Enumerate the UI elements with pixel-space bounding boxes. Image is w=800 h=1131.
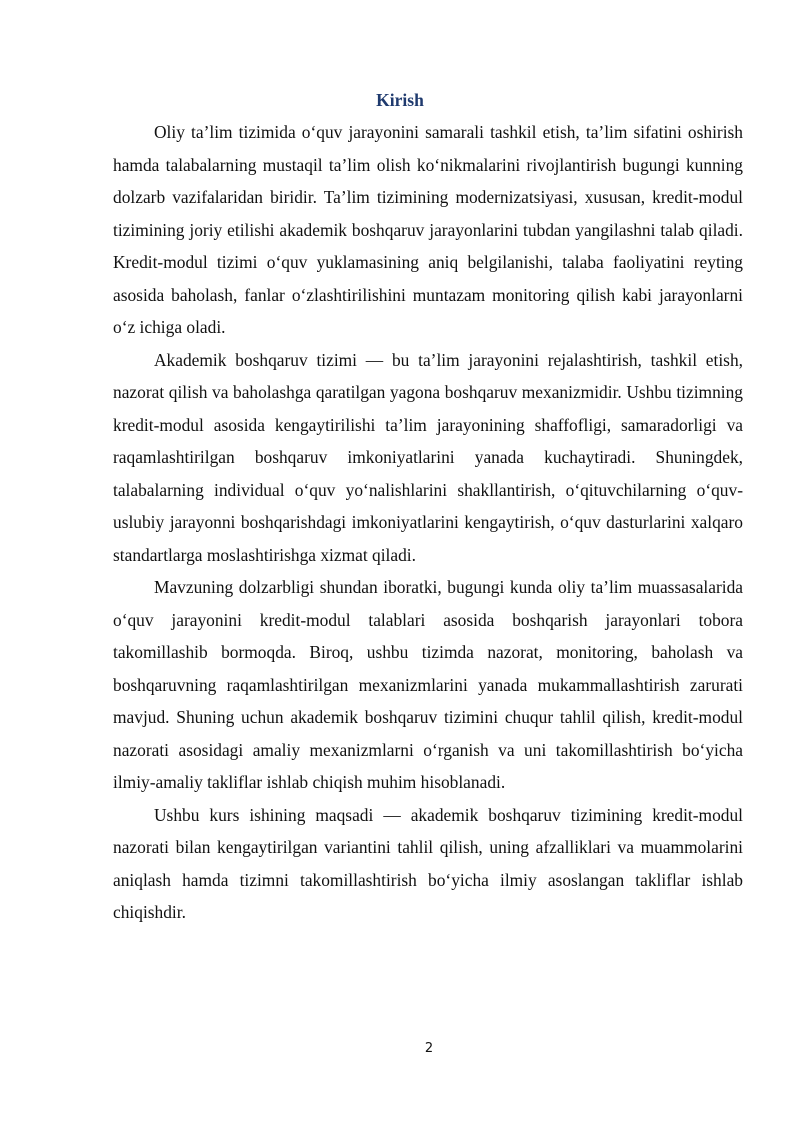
paragraph-3: Mavzuning dolzarbligi shundan iboratki, bugungi kunda oliy ta’lim muassasalarida o‘quv jarayonini kredit-modul talablari asosida boshqarish jarayonlari tobora takomillashib bormoqda. Biroq, ushbu tizimda nazorat, monitoring, baholash va boshqaruvning raqamlashtirilgan mexanizmlarini yanada mukammallashtirish zarurati mavjud. Shuning uchun akademik boshqaruv tizimini chuqur tahlil qilish, kredit-modul nazorati asosidagi amaliy mexanizmlarni o‘rganish va uni takomillashtirish bo‘yicha ilmiy-amaliy takliflar ishlab chiqish muhim hisoblanadi. xyxy=(113,577,743,792)
paragraph-4: Ushbu kurs ishining maqsadi — akademik boshqaruv tizimining kredit-modul nazorati bilan kengaytirilgan variantini tahlil qilish, uning afzalliklari va muammolarini aniqlash hamda tizimni takomillashtirish bo‘yicha ilmiy asoslangan takliflar ishlab chiqishdir. xyxy=(113,804,743,922)
paragraph-2: Akademik boshqaruv tizimi — bu ta’lim jarayonini rejalashtirish, tashkil etish, nazorat qilish va baholashga qaratilgan yagona boshqaruv mexanizmidir. Ushbu tizimning kredit-modul asosida kengaytirilishi ta’lim jarayonining shaffofligi, samaradorligi va raqamlashtirilgan boshqaruv imkoniyatlarini yanada kuchaytiradi. Shuningdek, talabalarning individual o‘quv yo‘nalishlarini shakllantirish, o‘qituvchilarning o‘quv-uslubiy jarayonni boshqarishdagi imkoniyatlarini kengaytirish, o‘quv dasturlarini xalqaro standartlarga moslashtirishga xizmat qiladi. xyxy=(113,349,743,565)
page-number: 2 xyxy=(424,1041,434,1056)
body-text xyxy=(113,116,743,929)
section-title: Kirish xyxy=(376,90,424,110)
paragraph-1: Oliy ta’lim tizimida o‘quv jarayonini samarali tashkil etish, ta’lim sifatini oshirish hamda talabalarning mustaqil ta’lim olish ko‘nikmalarini rivojlantirish bugungi kunning dolzarb vazifalaridan biridir. Ta’lim tizimining modernizatsiyasi, xususan, kredit-modul tizimining joriy etilishi akademik boshqaruv jarayonlarini tubdan yangilashni talab qiladi. Kredit-modul tizimi o‘quv yuklamasining aniq belgilanishi, talaba faoliyatini reyting asosida baholash, fanlar o‘zlashtirilishini muntazam monitoring qilish kabi jarayonlarni o‘z ichiga oladi. xyxy=(113,122,743,337)
